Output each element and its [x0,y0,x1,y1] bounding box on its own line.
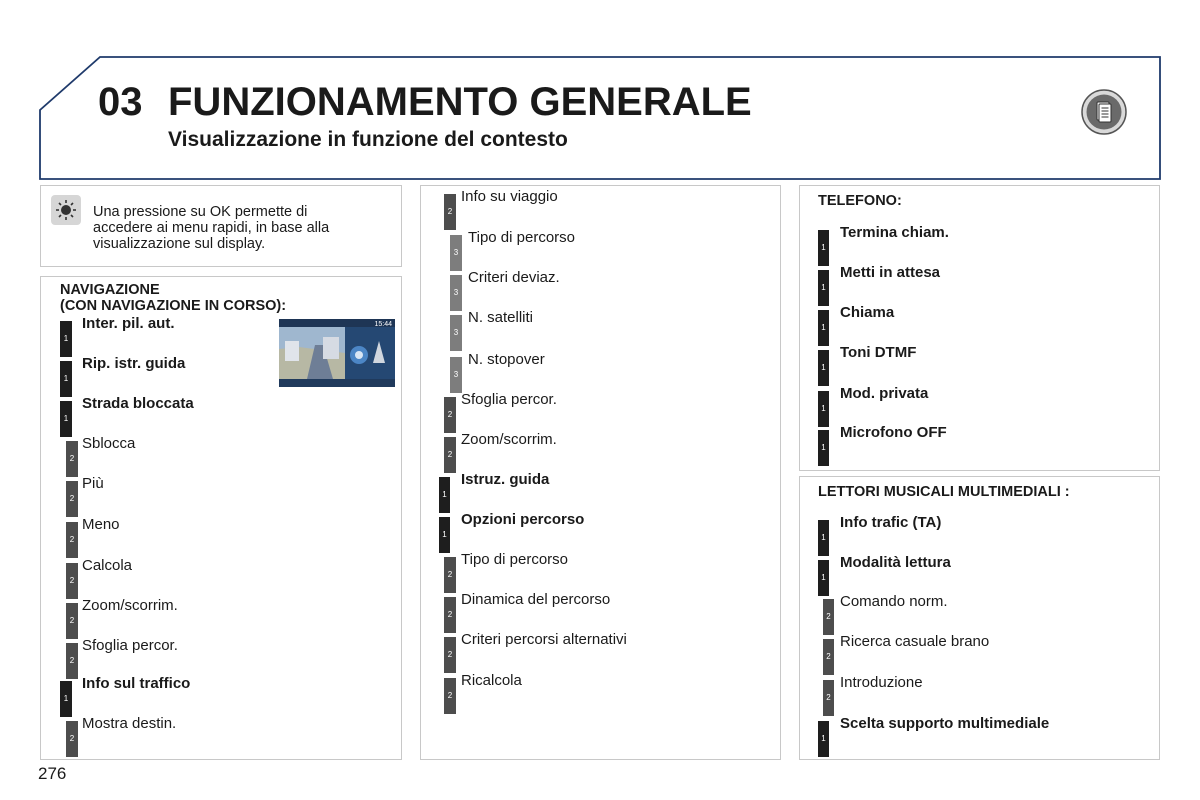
telefono-item-label: Chiama [840,304,895,321]
level-badge: 1 [60,681,72,717]
lettori-title: LETTORI MUSICALI MULTIMEDIALI : [818,484,1070,500]
ok-knob-icon [50,194,82,226]
level-badge: 1 [818,391,829,427]
level-badge: 1 [818,350,829,386]
telefono-item-label: Metti in attesa [840,264,941,281]
page-number: 276 [38,764,67,783]
note-line: visualizzazione sul display. [93,236,266,252]
level-badge: 1 [818,270,829,306]
middle-item-label: Opzioni percorso [461,511,585,528]
level-badge: 1 [439,517,450,553]
middle-item-label: Istruz. guida [461,471,550,488]
level-badge: 2 [444,557,456,593]
level-badge: 2 [823,599,834,635]
level-badge: 1 [818,721,829,757]
middle-item-label: N. stopover [468,351,545,368]
nav-item-label: Zoom/scorrim. [82,597,178,614]
level-badge: 1 [60,361,72,397]
level-badge: 1 [439,477,450,513]
middle-item-label: Zoom/scorrim. [461,431,557,448]
lettori-item-label: Modalità lettura [840,554,951,571]
level-badge: 2 [66,563,78,599]
nav-item-label: Sfoglia percor. [82,637,178,654]
level-badge: 2 [444,437,456,473]
lettori-item-label: Introduzione [840,674,923,691]
navigazione-title-line: NAVIGAZIONE [60,282,160,298]
level-badge: 2 [823,639,834,675]
level-badge: 2 [823,680,834,716]
level-badge: 2 [444,597,456,633]
nav-item-label: Meno [82,516,120,533]
middle-item-label: Tipo di percorso [468,229,575,246]
level-badge: 1 [818,230,829,266]
level-badge: 3 [450,275,462,311]
level-badge: 2 [444,397,456,433]
telefono-title: TELEFONO: [818,193,902,209]
nav-item-label: Sblocca [82,435,136,452]
level-badge: 3 [450,235,462,271]
telefono-item-label: Toni DTMF [840,344,917,361]
level-badge: 2 [66,643,78,679]
middle-item-label: Dinamica del percorso [461,591,611,608]
level-badge: 1 [818,430,829,466]
page-subtitle: Visualizzazione in funzione del contesto [168,128,568,151]
screen-time: 15:44 [374,321,392,328]
lettori-item-label: Ricerca casuale brano [840,633,990,650]
nav-item-label: Strada bloccata [82,395,194,412]
level-badge: 2 [66,481,78,517]
level-badge: 2 [444,637,456,673]
telefono-item-label: Termina chiam. [840,224,949,241]
level-badge: 2 [66,522,78,558]
level-badge: 2 [444,194,456,230]
nav-item-label: Mostra destin. [82,715,177,732]
level-badge: 1 [818,520,829,556]
lettori-item-label: Info trafic (TA) [840,514,942,531]
level-badge: 2 [66,721,78,757]
navigation-screen-thumbnail [279,319,395,387]
lettori-item-label: Scelta supporto multimediale [840,715,1050,732]
nav-item-label: Più [82,475,104,492]
nav-item-label: Rip. istr. guida [82,355,186,372]
middle-item-label: Sfoglia percor. [461,391,557,408]
middle-item-label: Tipo di percorso [461,551,568,568]
navigazione-title [60,282,286,314]
note-line: Una pressione su OK permette di [93,204,308,220]
level-badge: 1 [60,401,72,437]
telefono-item-label: Microfono OFF [840,424,947,441]
note-line: accedere ai menu rapidi, in base alla [93,220,330,236]
nav-item-label: Inter. pil. aut. [82,315,175,332]
chapter-title: FUNZIONAMENTO GENERALE [168,80,752,124]
middle-item-label: Criteri percorsi alternativi [461,631,627,648]
level-badge: 3 [450,315,462,351]
level-badge: 2 [66,441,78,477]
middle-item-label: N. satelliti [468,309,534,326]
chapter-number: 03 [98,80,143,124]
navigazione-title-line: (CON NAVIGAZIONE IN CORSO): [60,298,287,314]
middle-item-label: Criteri deviaz. [468,269,560,286]
nav-item-label: Info sul traffico [82,675,191,692]
level-badge: 2 [66,603,78,639]
telefono-item-label: Mod. privata [840,385,929,402]
middle-item-label: Ricalcola [461,672,522,689]
level-badge: 2 [444,678,456,714]
level-badge: 3 [450,357,462,393]
middle-item-label: Info su viaggio [461,188,558,205]
note-text [93,204,329,252]
level-badge: 1 [60,321,72,357]
manual-book-icon [1080,88,1128,136]
level-badge: 1 [818,560,829,596]
lettori-item-label: Comando norm. [840,593,948,610]
nav-item-label: Calcola [82,557,133,574]
level-badge: 1 [818,310,829,346]
